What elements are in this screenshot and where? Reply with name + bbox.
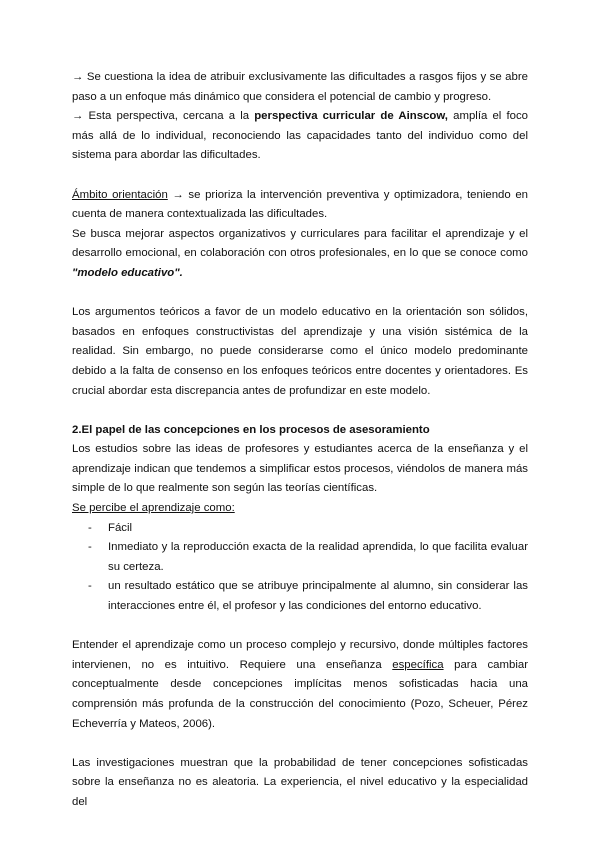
list-intro-text: Se percibe el aprendizaje como: bbox=[72, 502, 235, 515]
modelo-educativo-text: Se busca mejorar aspectos organizativos y curriculares para facilitar el aprendizaje y el desarrollo emocional, en colaboración con otros profesionales, en lo que se conoce como bbox=[72, 227, 528, 260]
paragraph-ambito-orientacion bbox=[72, 186, 528, 225]
section-heading: 2.El papel de las concepciones en los procesos de asesoramiento bbox=[72, 423, 430, 436]
ambito-orientacion-label: Ámbito orientación bbox=[72, 188, 168, 201]
especifica-underlined: específica bbox=[392, 658, 444, 671]
list-item: - Inmediato y la reproducción exacta de la realidad aprendida, lo que facilita evaluar su certeza. bbox=[72, 538, 528, 577]
ainscow-text-before: → Esta perspectiva, cercana a la bbox=[72, 110, 255, 123]
spacer bbox=[72, 401, 528, 421]
aprendizaje-text-before: Entender el aprendizaje como un proceso complejo y recursivo, donde múltiples factores intervienen, no es intuitivo. Requiere una enseñanza bbox=[72, 639, 528, 671]
paragraph-estudios: Los estudios sobre las ideas de profesores y estudiantes acerca de la enseñanza y el aprendizaje indican que tendemos a simplificar estos procesos, viéndolos de manera más simple de lo que realmente son según las teorías científicas. bbox=[72, 443, 528, 495]
modelo-educativo-term: "modelo educativo". bbox=[72, 266, 183, 279]
paragraph-dificultades: → Se cuestiona la idea de atribuir exclusivamente las dificultades a rasgos fijos y se abre paso a un enfoque más dinámico que considera el potencial de cambio y progreso. bbox=[72, 71, 528, 103]
list-item: - un resultado estático que se atribuye principalmente al alumno, sin considerar las interacciones entre él, el profesor y las condiciones del entorno educativo. bbox=[72, 577, 528, 616]
paragraph-aprendizaje-complejo bbox=[72, 636, 528, 734]
spacer bbox=[72, 617, 528, 637]
list-intro bbox=[72, 499, 528, 519]
ainscow-text-after: amplía el foco más allá de lo individual, reconociendo las capacidades tanto del individuo como del sistema para abordar las dificultades. bbox=[72, 110, 529, 162]
paragraph-investigaciones: Las investigaciones muestran que la probabilidad de tener concepciones sofisticadas sobre la enseñanza no es aleatoria. La experiencia, el nivel educativo y la especialidad del bbox=[72, 756, 528, 808]
ambito-orientacion-text: → se prioriza la intervención preventiva y optimizadora, teniendo en cuenta de manera contextualizada las dificultades. bbox=[72, 188, 529, 221]
spacer bbox=[72, 734, 528, 754]
ainscow-bold-term: perspectiva curricular de Ainscow, bbox=[254, 110, 448, 123]
paragraph-modelo-educativo bbox=[72, 225, 528, 284]
document-body bbox=[72, 68, 528, 813]
spacer bbox=[72, 166, 528, 186]
spacer bbox=[72, 284, 528, 304]
aprendizaje-text-after: para cambiar conceptualmente desde concepciones implícitas menos sofisticadas hacia una comprensión más profunda de la construcción del conocimiento (Pozo, Scheuer, Pérez Echeverría y Mateos, 2006). bbox=[72, 658, 528, 730]
paragraph-ainscow bbox=[72, 107, 528, 166]
list-item: - Fácil bbox=[72, 519, 528, 539]
paragraph-argumentos: Los argumentos teóricos a favor de un modelo educativo en la orientación son sólidos, basados en enfoques constructivistas del aprendizaje y una visión sistémica de la realidad. Sin embargo, no puede considerarse como el único modelo predominante debido a la falta de consenso en los enfoques teóricos entre docentes y orientadores. Es crucial abordar esta discrepancia antes de profundizar en este modelo. bbox=[72, 306, 528, 397]
learning-perception-list bbox=[72, 519, 528, 617]
